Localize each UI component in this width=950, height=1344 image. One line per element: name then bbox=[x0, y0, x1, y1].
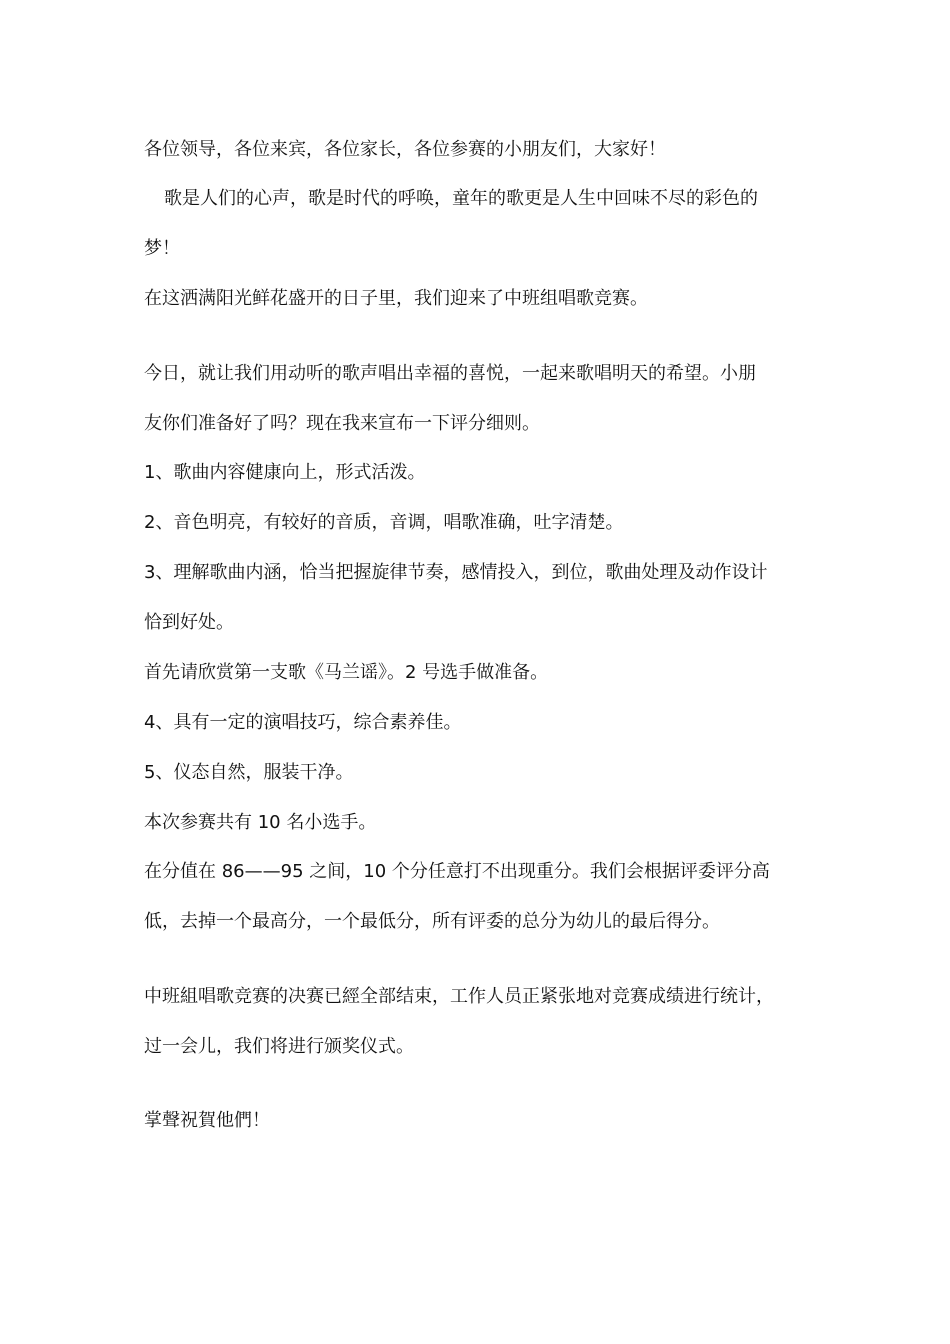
paragraph-line: 今日，就让我们用动听的歌声唱出幸福的喜悦，一起来歌唱明天的希望。小朋 bbox=[144, 363, 756, 384]
rule-item: 4、具有一定的演唱技巧，综合素养佳。 bbox=[144, 712, 462, 733]
paragraph-line: 梦！ bbox=[144, 238, 180, 259]
rule-item: 3、理解歌曲内涵，恰当把握旋律节奏，感情投入，到位，歌曲处理及动作设计 bbox=[144, 562, 768, 583]
paragraph-line: 过一会儿，我们将进行颁奖仪式。 bbox=[144, 1036, 414, 1057]
paragraph-line: 低，去掉一个最高分，一个最低分，所有评委的总分为幼儿的最后得分。 bbox=[144, 911, 720, 932]
paragraph-line: 在这洒满阳光鲜花盛开的日子里，我们迎来了中班组唱歌竞赛。 bbox=[144, 288, 648, 309]
paragraph-line: 在分值在 86——95 之间，10 个分任意打不出现重分。我们会根据评委评分高 bbox=[144, 861, 770, 882]
paragraph-line: 友你们准备好了吗？现在我来宣布一下评分细则。 bbox=[144, 413, 540, 434]
greeting-line: 各位领导，各位来宾，各位家长，各位参赛的小朋友们，大家好！ bbox=[144, 139, 666, 160]
paragraph-line: 中班組唱歌竞赛的决赛已經全部结束，工作人员正紧张地对竞赛成绩进行统计， bbox=[144, 986, 774, 1007]
paragraph-line: 歌是人们的心声，歌是时代的呼唤，童年的歌更是人生中回味不尽的彩色的 bbox=[164, 188, 758, 209]
paragraph-line: 本次参赛共有 10 名小选手。 bbox=[144, 812, 377, 833]
rule-item: 2、音色明亮，有较好的音质，音调，唱歌准确，吐字清楚。 bbox=[144, 512, 624, 533]
rule-item: 5、仪态自然，服装干净。 bbox=[144, 762, 354, 783]
rule-item: 恰到好处。 bbox=[144, 612, 234, 633]
rule-item: 1、歌曲内容健康向上，形式活泼。 bbox=[144, 462, 426, 483]
paragraph-line: 首先请欣赏第一支歌《马兰谣》。2 号选手做准备。 bbox=[144, 662, 549, 683]
closing-line: 掌聲祝賀他們！ bbox=[144, 1110, 270, 1131]
